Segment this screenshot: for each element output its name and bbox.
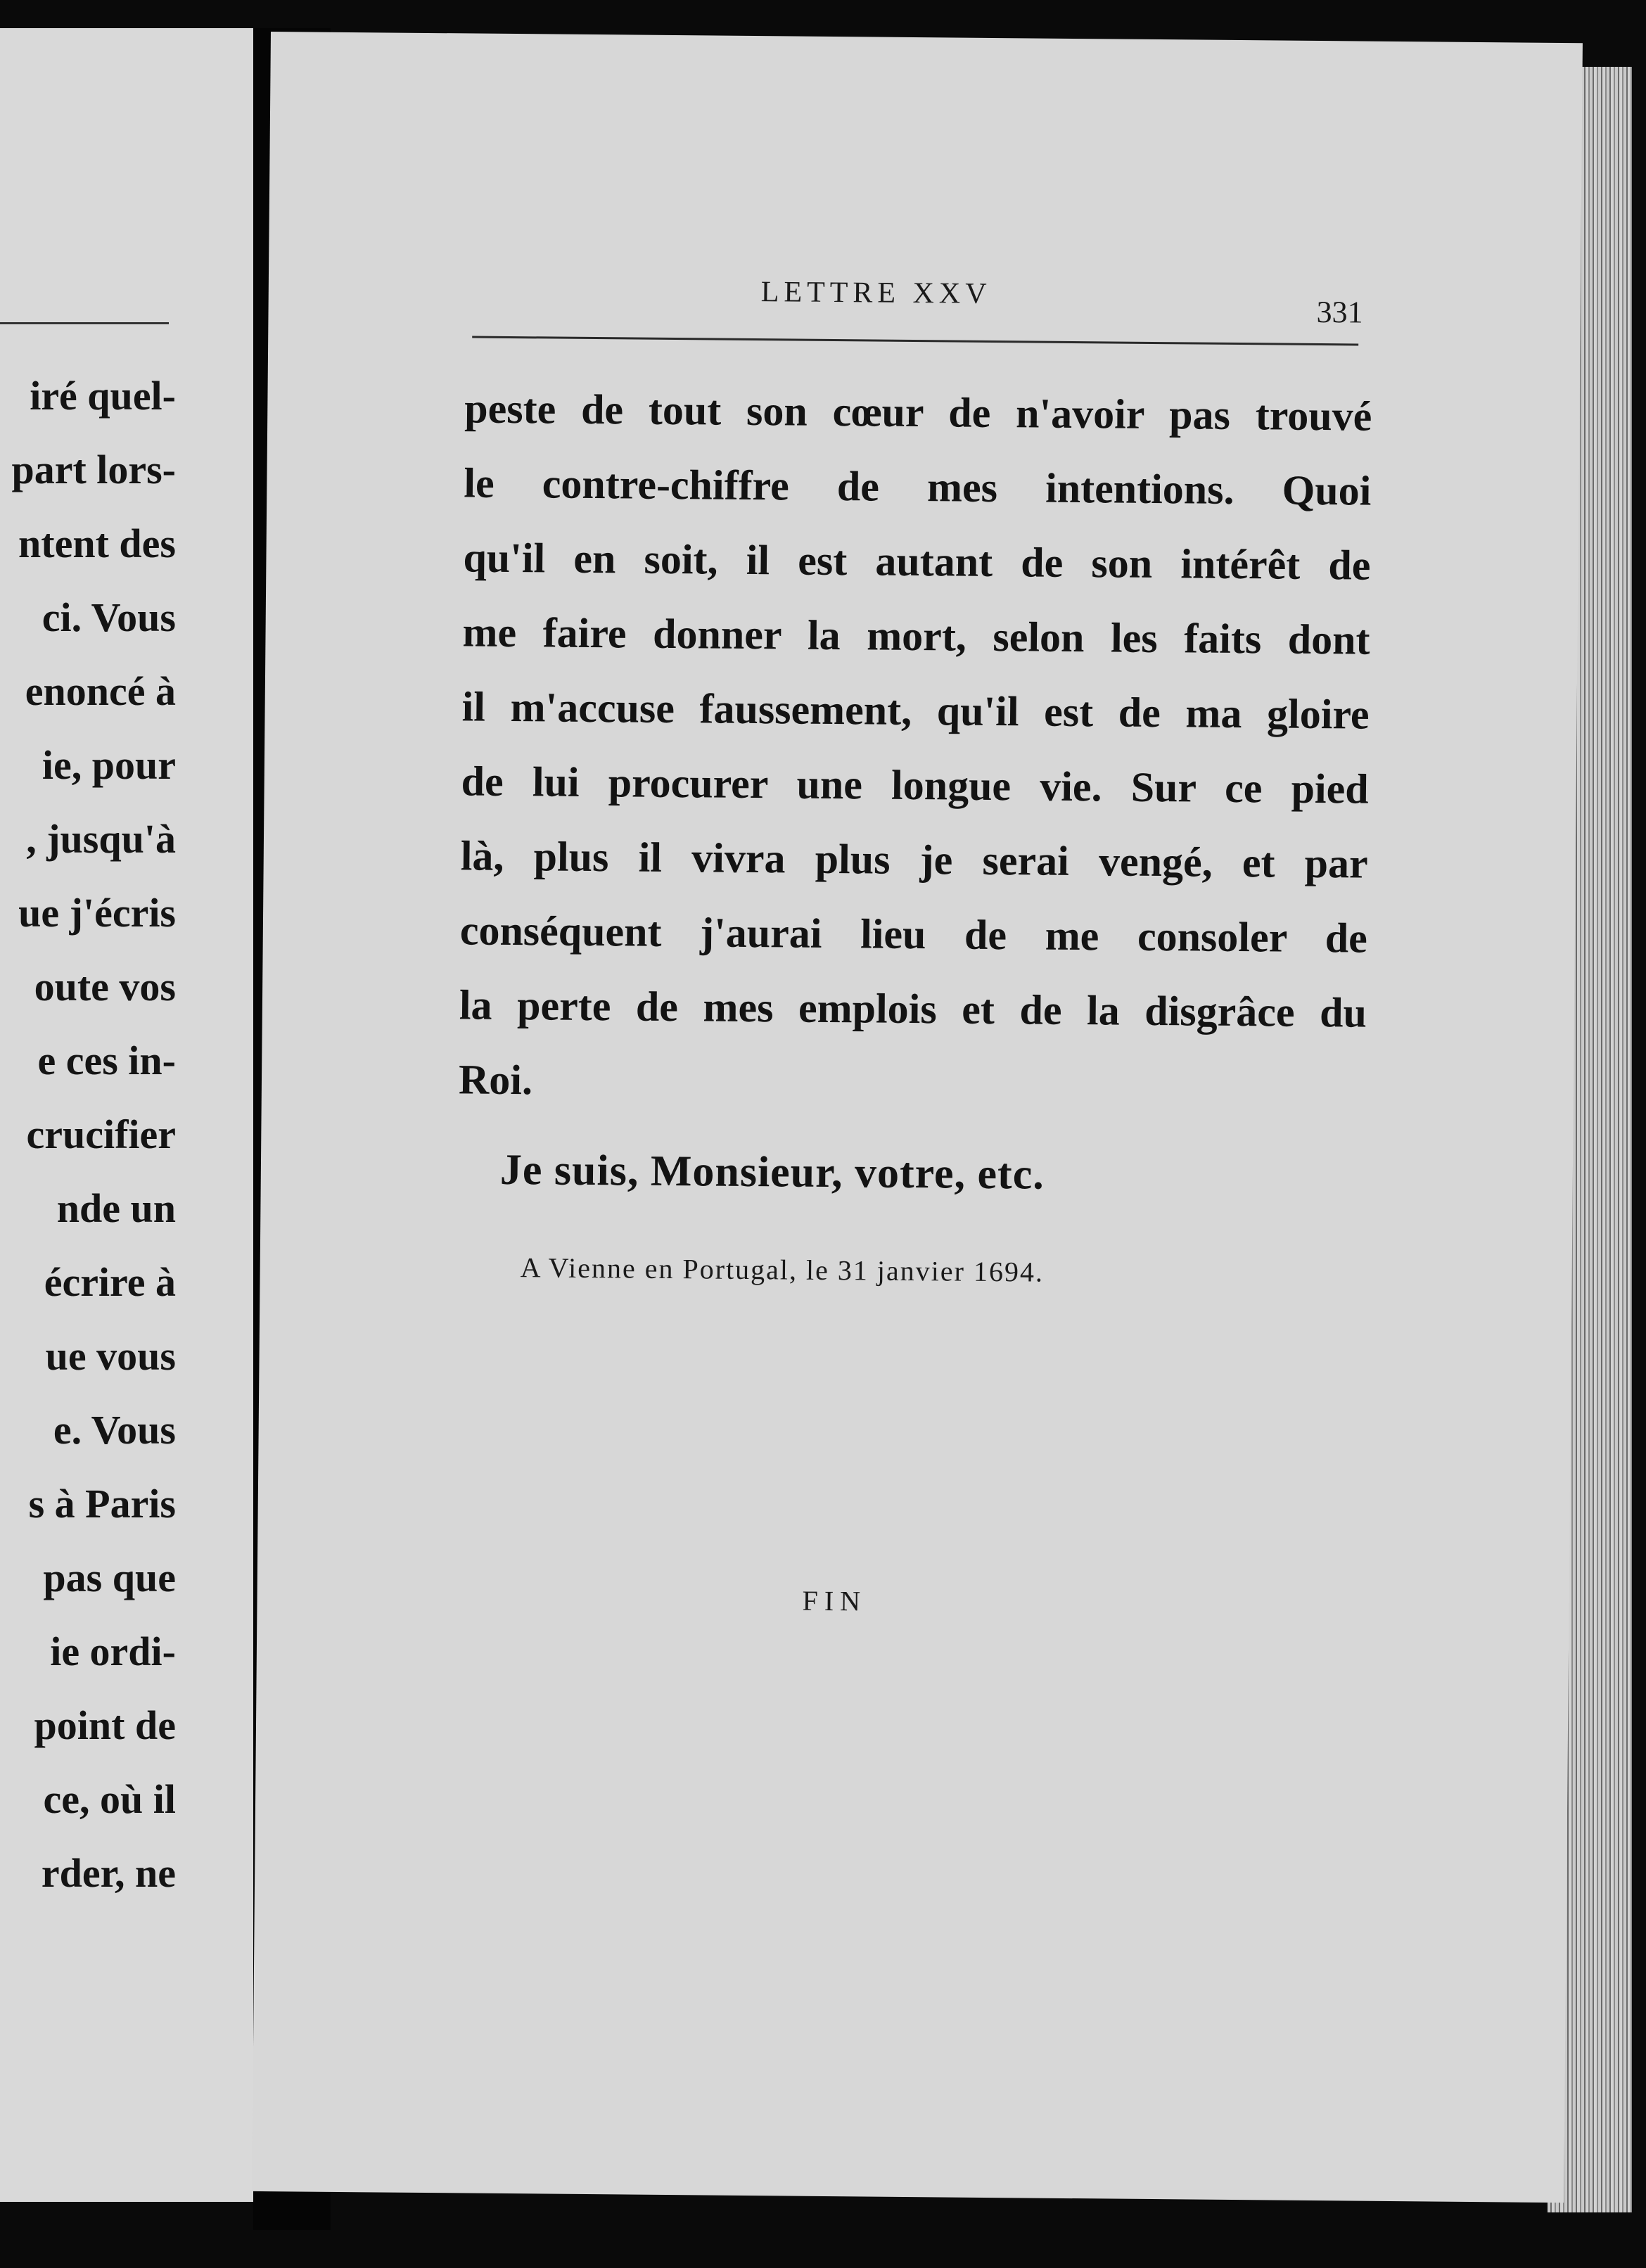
left-text-line: nde un — [56, 1185, 176, 1231]
left-text-line: rder, ne — [41, 1850, 176, 1896]
left-text-line: crucifier — [26, 1111, 176, 1157]
left-text-line: ue j'écris — [18, 890, 176, 936]
left-text-line: ce, où il — [43, 1776, 176, 1822]
left-text-line: ie ordi- — [50, 1629, 176, 1674]
left-text-line: enoncé à — [25, 668, 176, 714]
left-text-line: , jusqu'à — [26, 816, 176, 862]
body-text-line: me faire donner la mort, selon les faits dont — [462, 609, 1370, 663]
left-text-line: ie, pour — [42, 742, 176, 788]
body-text-line: de lui procurer une longue vie. Sur ce pied — [461, 758, 1369, 813]
left-page-text — [11, 359, 176, 1910]
body-text-line: là, plus il vivra plus je serai vengé, et par — [460, 832, 1369, 887]
left-text-line: e ces in- — [37, 1038, 176, 1083]
header-rule — [472, 336, 1358, 346]
left-text-line: iré quel- — [30, 373, 176, 419]
end-mark: FIN — [802, 1584, 867, 1617]
left-text-line: ntent des — [18, 521, 176, 566]
running-head: LETTRE XXV — [760, 276, 992, 310]
left-text-line: ue vous — [45, 1333, 176, 1379]
left-text-line: e. Vous — [53, 1407, 176, 1453]
left-text-line: oute vos — [34, 964, 176, 1009]
body-text-line: qu'il en soit, il est autant de son intérêt de — [463, 534, 1371, 589]
letter-dateline: A Vienne en Portugal, le 31 janvier 1694. — [520, 1251, 1045, 1288]
letter-body — [459, 371, 1372, 1124]
right-page — [252, 32, 1583, 2203]
left-text-line: pas que — [43, 1555, 176, 1600]
body-text-line: le contre-chiffre de mes intentions. Quoi — [464, 459, 1372, 514]
page-number: 331 — [1316, 294, 1363, 330]
body-text-line: conséquent j'aurai lieu de me consoler de — [459, 907, 1368, 962]
body-text-line: peste de tout son cœur de n'avoir pas trouvé — [464, 385, 1372, 440]
body-text-line: la perte de mes emplois et de la disgrâce du — [459, 981, 1367, 1036]
left-text-line: part lors- — [11, 447, 176, 492]
letter-closing: Je suis, Monsieur, votre, etc. — [499, 1145, 1045, 1199]
left-text-line: point de — [34, 1702, 176, 1748]
left-text-line: écrire à — [44, 1259, 176, 1305]
left-text-line: s à Paris — [28, 1481, 176, 1527]
left-page-header-rule — [0, 322, 169, 324]
body-text-line: il m'accuse faussement, qu'il est de ma gloire — [461, 683, 1370, 738]
body-text-line: Roi. — [458, 1056, 533, 1104]
left-text-line: ci. Vous — [42, 594, 176, 640]
